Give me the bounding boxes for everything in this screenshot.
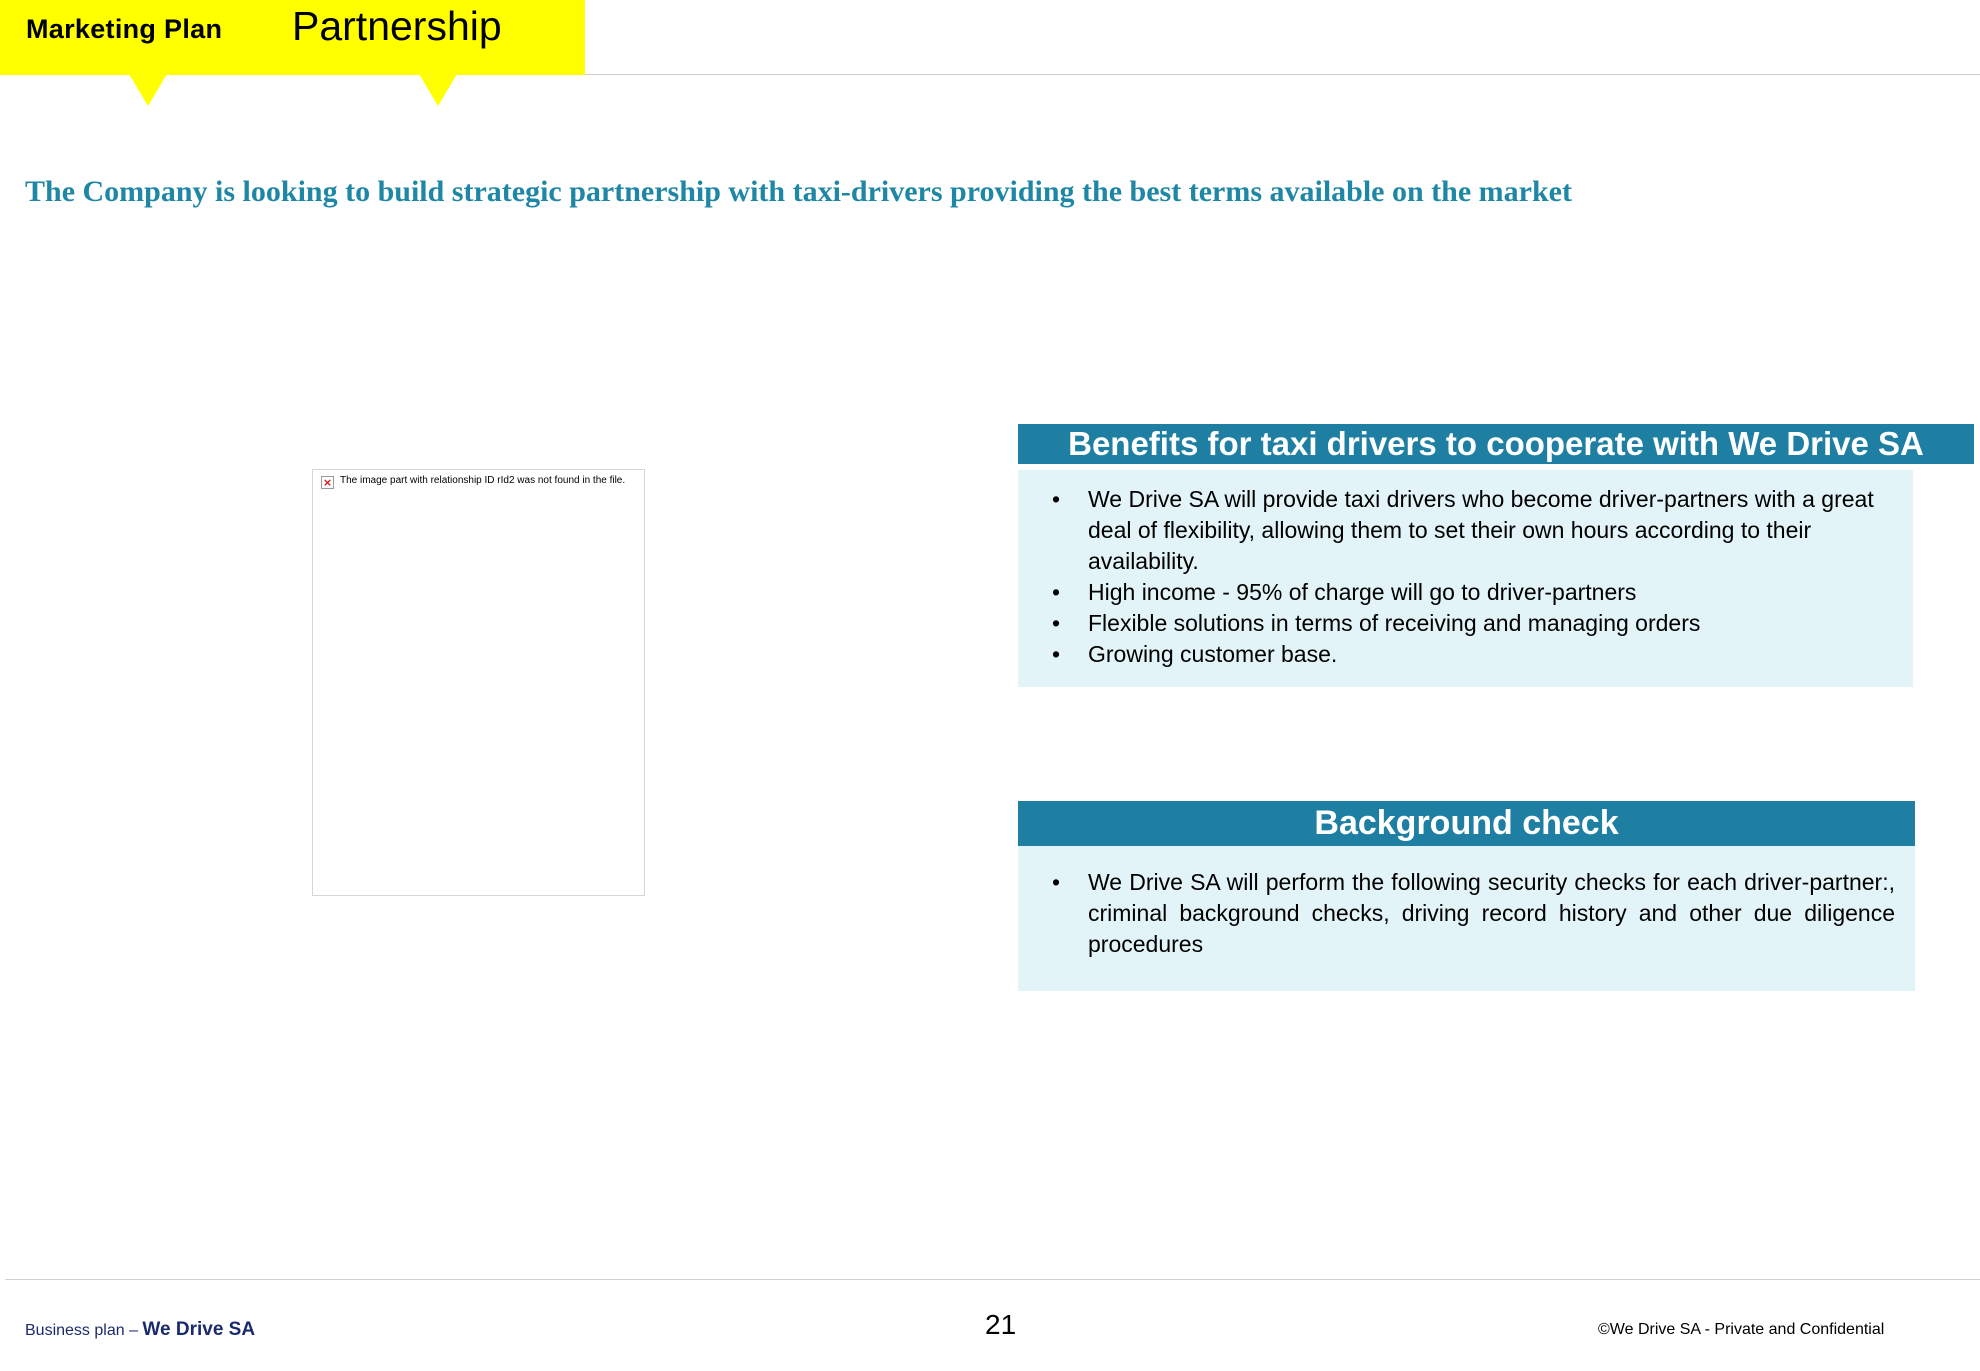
page-number: 21 xyxy=(985,1309,1017,1340)
header-divider xyxy=(585,74,1980,75)
image-placeholder xyxy=(312,469,645,896)
footer-brand: We Drive SA xyxy=(142,1319,256,1340)
section-label: Marketing Plan xyxy=(26,14,223,44)
footer-business-plan xyxy=(25,1319,255,1341)
benefits-panel xyxy=(1018,470,1913,687)
benefit-item: • Flexible solutions in terms of receiving and managing orders xyxy=(1036,608,1893,639)
background-check-title: Background check xyxy=(1018,801,1915,846)
broken-image-icon: × xyxy=(322,476,333,489)
headline: The Company is looking to build strategic partnership with taxi-drivers providing the best terms available on the market xyxy=(25,175,1572,208)
benefit-item: • Growing customer base. xyxy=(1036,639,1893,670)
background-check-panel xyxy=(1018,846,1915,991)
footer-confidential: ©We Drive SA - Private and Confidential xyxy=(1598,1321,1885,1338)
footer-divider xyxy=(5,1279,1980,1280)
page-title: Partnership xyxy=(292,3,502,49)
title-tab-pointer xyxy=(419,74,457,106)
section-tab-pointer xyxy=(129,74,167,106)
background-check-item: • We Drive SA will perform the following security checks for each driver-partner:, criminal background checks, driving record history and other due diligence procedures xyxy=(1036,867,1895,960)
image-error-message: The image part with relationship ID rId2 was not found in the file. xyxy=(340,475,626,486)
background-check-list xyxy=(1036,867,1895,960)
benefits-title: Benefits for taxi drivers to cooperate with We Drive SA xyxy=(1018,424,1974,464)
footer-prefix: Business plan – xyxy=(25,1322,138,1339)
benefit-item: • High income - 95% of charge will go to driver-partners xyxy=(1036,577,1893,608)
benefits-list xyxy=(1036,484,1893,670)
benefit-item: • We Drive SA will provide taxi drivers who become driver-partners with a great deal of flexibility, allowing them to set their own hours according to their availability. xyxy=(1036,484,1893,577)
